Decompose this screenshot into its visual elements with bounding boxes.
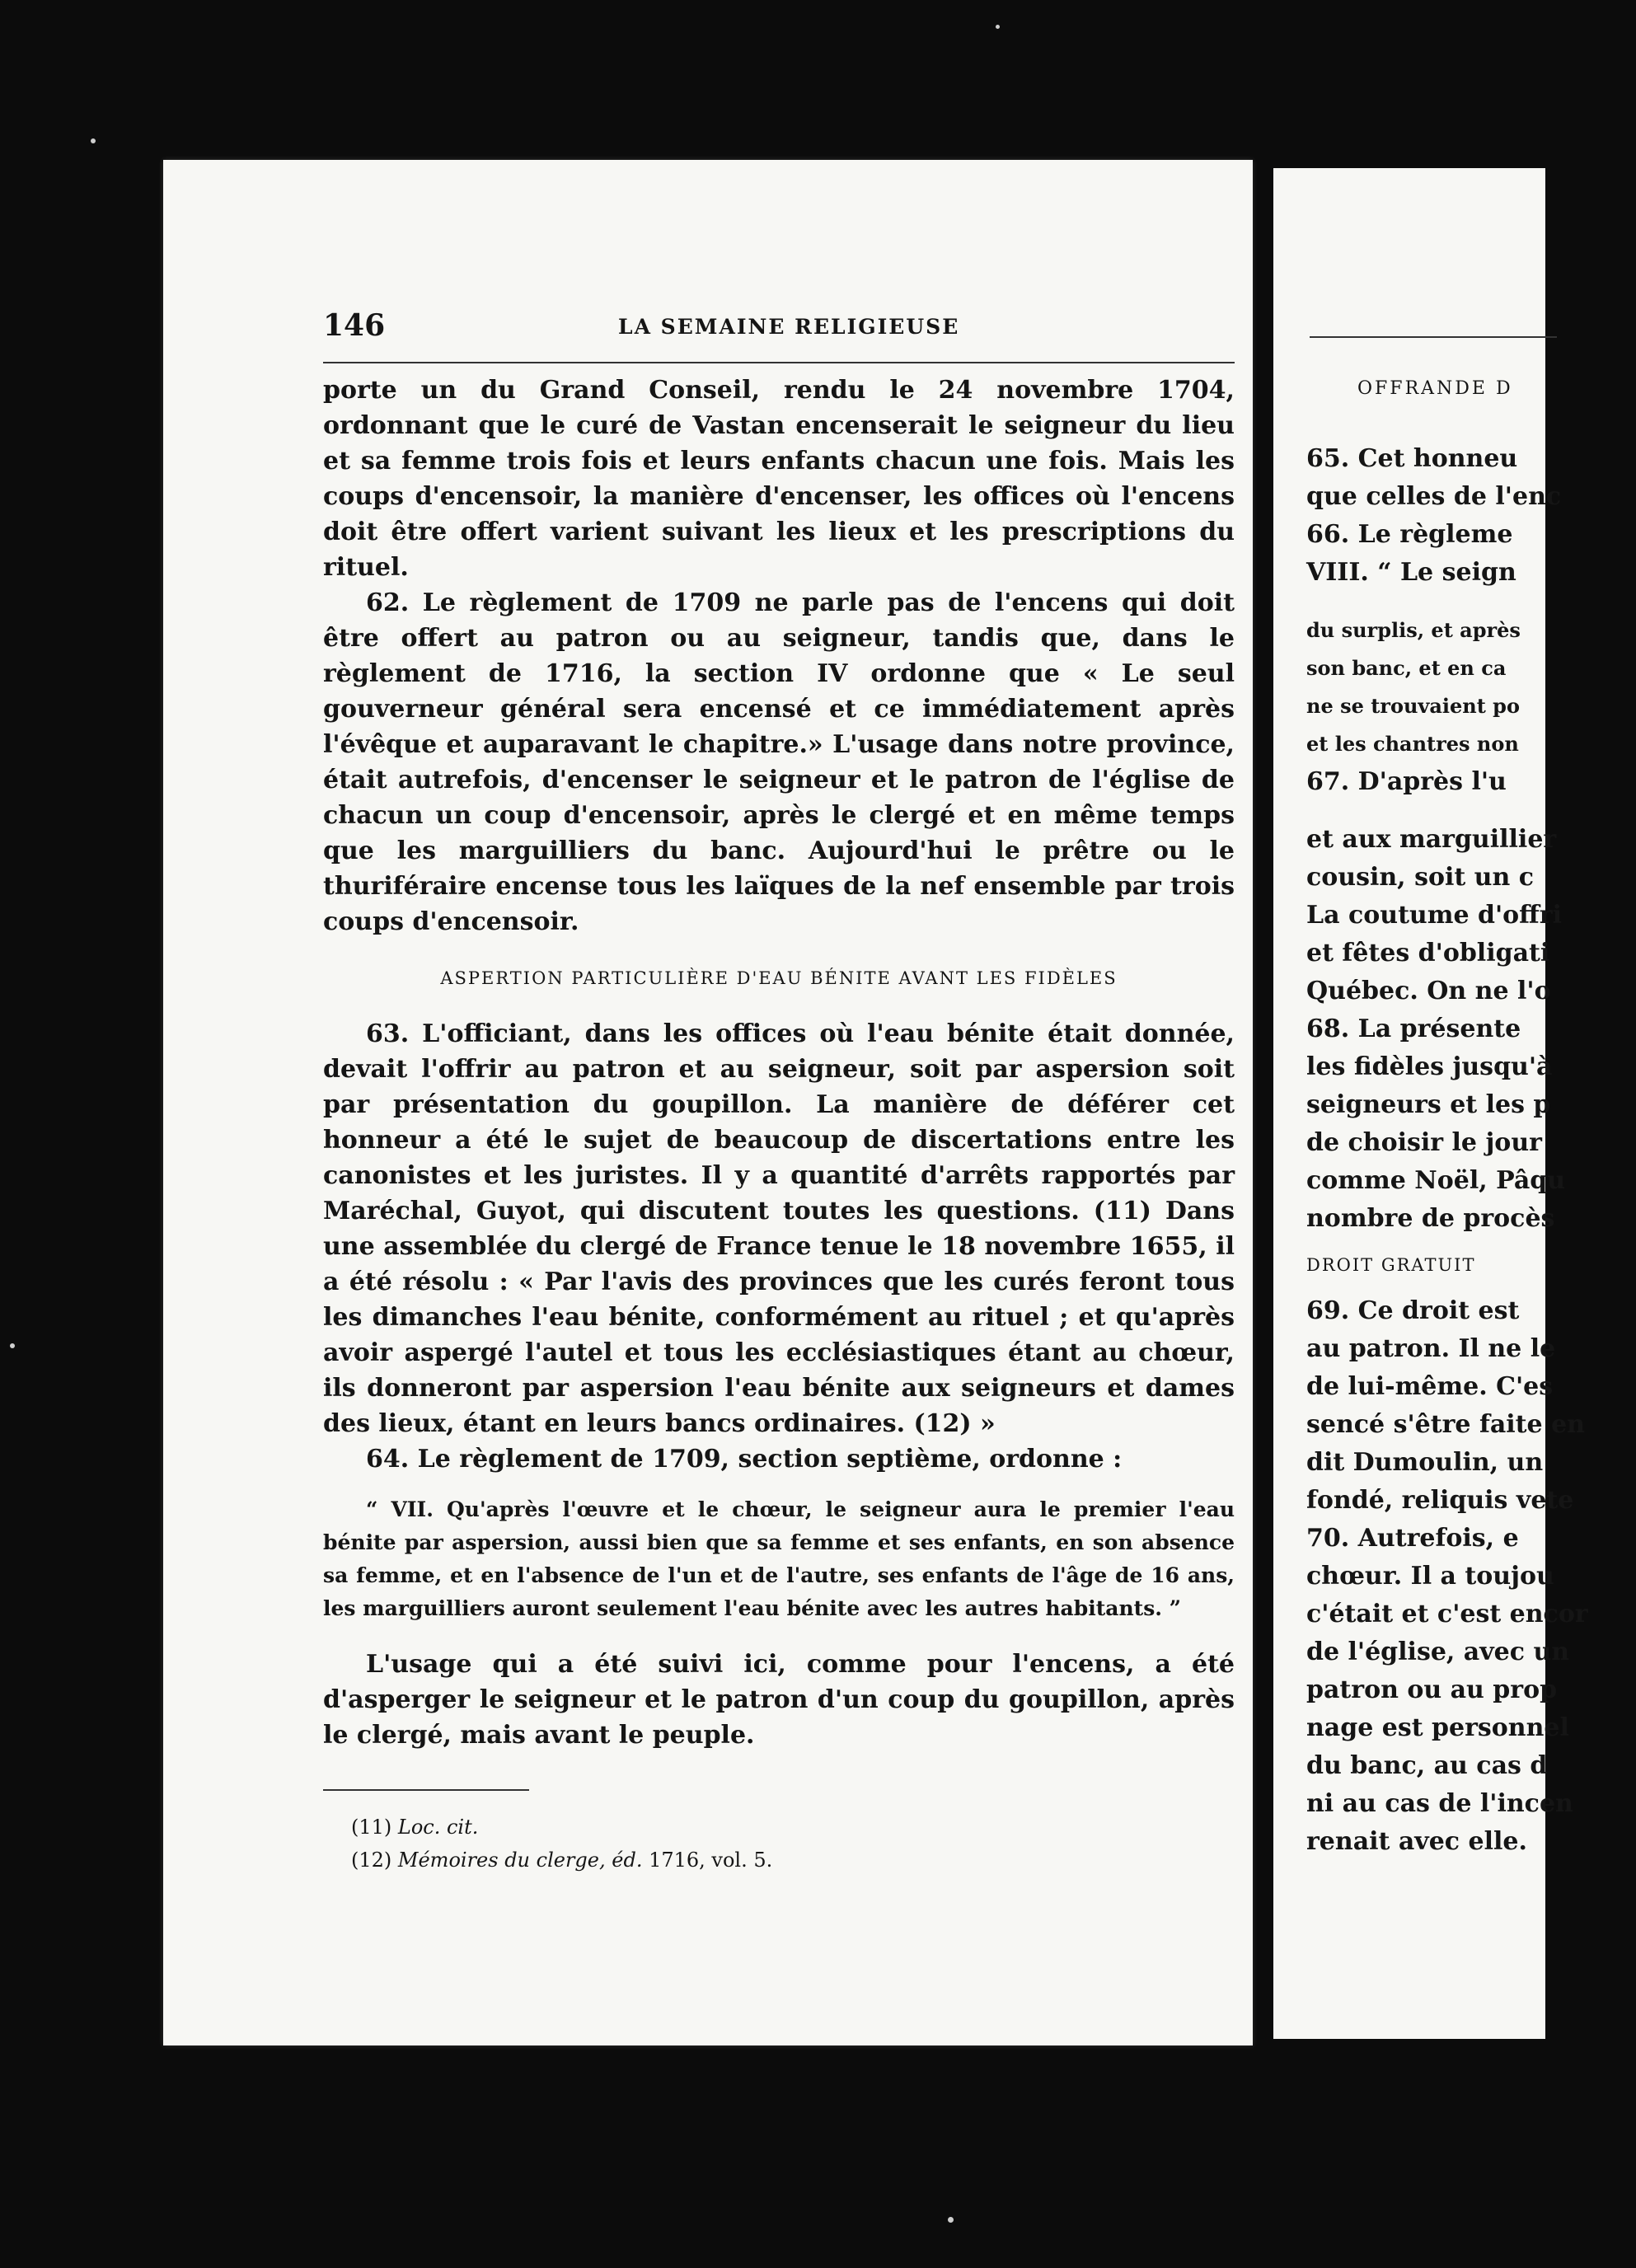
scan-speck [996, 25, 1000, 29]
right-page-line: que celles de l'enc [1306, 482, 1562, 511]
right-page-line: 68. La présente [1306, 1015, 1521, 1043]
paragraph-64: 64. Le règlement de 1709, section septième, ordonne : [366, 1445, 1123, 1474]
header-rule [323, 362, 1235, 363]
right-page-line: et les chantres non [1306, 732, 1519, 756]
left-page [163, 160, 1253, 2045]
right-page-line: et fêtes d'obligati [1306, 939, 1550, 968]
body-text [323, 373, 1235, 1877]
right-page-line: La coutume d'offri [1306, 901, 1563, 930]
right-page-text [1306, 440, 1636, 1861]
right-page-line: de l'église, avec un [1306, 1638, 1570, 1666]
right-page-line: c'était et c'est encor [1306, 1600, 1588, 1628]
footnote-text: Loc. cit. [397, 1816, 479, 1839]
right-page-line: du banc, au cas d [1306, 1751, 1548, 1780]
right-page-line: seigneurs et les p [1306, 1090, 1551, 1119]
right-page-line: nage est personnel [1306, 1713, 1569, 1742]
right-page-line: au patron. Il ne le [1306, 1334, 1556, 1363]
right-page-line: comme Noël, Pâqu [1306, 1166, 1566, 1195]
page-number: 146 [323, 308, 386, 343]
footnote-number: (12) [351, 1849, 392, 1872]
footnote-rule [323, 1789, 529, 1791]
paragraph: porte un du Grand Conseil, rendu le 24 novembre 1704, ordonnant que le curé de Vastan encenserait le seigneur du lieu et sa femme trois fois et leurs enfants chacun une fois. Mais les coups d'encensoir, la manière d'encenser, les offices où l'encens doit être offert varient suivant les lieux et les prescriptions du rituel. [323, 376, 1235, 582]
paragraph-63: 63. L'officiant, dans les offices où l'eau bénite était donnée, devait l'offrir au patron et au seigneur, soit par aspersion soit par présentation du goupillon. La manière de déférer cet honneur a été le sujet de beaucoup de discertations entre les canonistes et les juristes. Il y a quantité d'arrêts rapportés par Maréchal, Guyot, qui discutent toutes les questions. (11) Dans une assemblée du clergé de France tenue le 18 novembre 1655, il a été résolu : « Par l'avis des provinces que les curés feront tous les dimanches l'eau bénite, conformément au rituel ; et qu'après avoir aspergé l'autel et tous les ecclésiastiques étant au chœur, ils donneront par aspersion l'eau bénite aux seigneurs et dames des lieux, étant en leurs bancs ordinaires. (12) » [323, 1019, 1235, 1438]
right-page-line: 66. Le règleme [1306, 520, 1513, 549]
running-title: LA SEMAINE RELIGIEUSE [618, 315, 960, 339]
right-page-line: nombre de procès [1306, 1204, 1555, 1233]
footnote-12 [323, 1844, 1235, 1877]
block-quote: “ VII. Qu'après l'œuvre et le chœur, le seigneur aura le premier l'eau bénite par aspersion, aussi bien que sa femme et ses enfants, en son absence sa femme, et en l'absence de l'un et de l'autre, ses enfants de l'âge de 16 ans, les marguilliers auront seulement l'eau bénite avec les autres habitants. ” [323, 1497, 1235, 1620]
right-page-line: fondé, reliquis vete [1306, 1486, 1574, 1515]
scan-speck [948, 2217, 954, 2223]
right-page-line: du surplis, et après [1306, 618, 1521, 642]
running-title: OFFRANDE D [1357, 378, 1513, 399]
right-page-line: son banc, et en ca [1306, 656, 1507, 680]
right-page-line: de lui-même. C'es [1306, 1372, 1554, 1401]
right-page-line: ne se trouvaient po [1306, 694, 1520, 718]
right-page-line: de choisir le jour [1306, 1128, 1542, 1157]
footnote-number: (11) [351, 1816, 392, 1839]
right-page-line: DROIT GRATUIT [1306, 1255, 1476, 1275]
section-heading: ASPERTION PARTICULIÈRE D'EAU BÉNITE AVANT LES FIDÈLES [440, 968, 1118, 988]
right-page-line: 67. D'après l'u [1306, 767, 1507, 796]
footnote-11 [323, 1811, 1235, 1844]
right-page-line: chœur. Il a toujou [1306, 1562, 1554, 1591]
closing-paragraph: L'usage qui a été suivi ici, comme pour l'encens, a été d'asperger le seigneur et le patron d'un coup du goupillon, après le clergé, mais avant le peuple. [323, 1650, 1235, 1750]
right-page-line: Québec. On ne l'o [1306, 977, 1551, 1005]
right-page-line: sencé s'être faite en [1306, 1410, 1585, 1439]
right-page-line: et aux marguillier [1306, 825, 1557, 854]
paragraph-62: 62. Le règlement de 1709 ne parle pas de l'encens qui doit être offert au patron ou au seigneur, tandis que, dans le règlement de 1716, la section IV ordonne que « Le seul gouverneur général sera encensé et ce immédiatement après l'évêque et auparavant le chapitre.» L'usage dans notre province, était autrefois, d'encenser le seigneur et le patron de l'église de chacun un coup d'encensoir, après le clergé et en même temps que les marguilliers du banc. Aujourd'hui le prêtre ou le thuriféraire encense tous les laïques de la nef ensemble par trois coups d'encensoir. [323, 588, 1235, 936]
right-page-line: cousin, soit un c [1306, 863, 1535, 892]
right-page-line: patron ou au prop [1306, 1675, 1558, 1704]
right-page-line: dit Dumoulin, un [1306, 1448, 1544, 1477]
header-rule [1310, 336, 1557, 338]
right-page-line: 65. Cet honneu [1306, 444, 1518, 473]
right-page-line: 69. Ce droit est [1306, 1296, 1520, 1325]
scan-speck [91, 138, 96, 143]
right-page-line: les fidèles jusqu'à [1306, 1052, 1553, 1081]
right-page [1273, 168, 1588, 2039]
right-page-line: renait avec elle. [1306, 1827, 1527, 1856]
right-page-line: 70. Autrefois, e [1306, 1524, 1519, 1553]
right-page-line: ni au cas de l'incen [1306, 1789, 1573, 1818]
footnote-text: Mémoires du clerge, éd. [397, 1849, 643, 1872]
footnote-suffix: 1716, vol. 5. [642, 1849, 773, 1872]
scan-speck [10, 1343, 15, 1348]
right-page-line: VIII. “ Le seign [1306, 558, 1516, 587]
